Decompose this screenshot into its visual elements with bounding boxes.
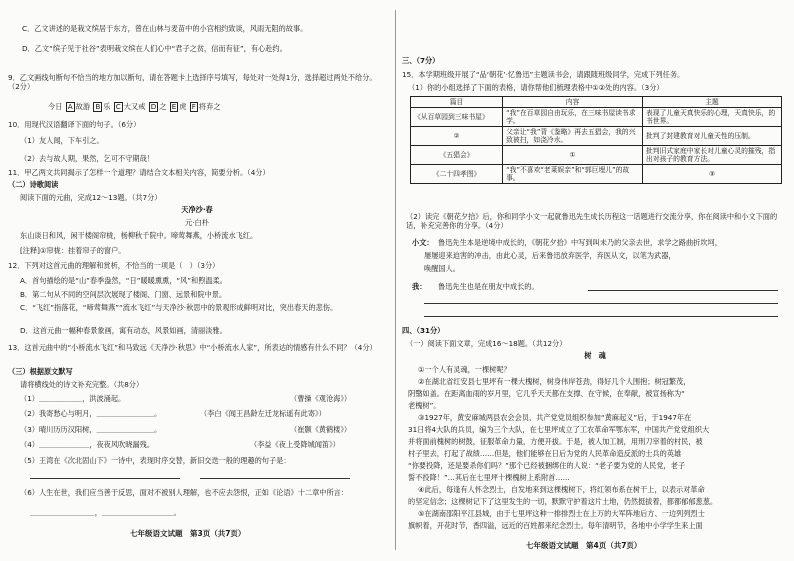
table-cell: “我”不喜欢“老莱娱亲”和“郭巨埋儿”的故事。 — [503, 165, 643, 184]
table-header-cell: 篇目 — [411, 97, 503, 108]
q15-intro: 15．本学期班级开展了“品‘朝花’·忆鲁迅”主题读书会，请跟随班级同学，完成下列任务。 — [402, 70, 685, 79]
table-cell: 表现了儿童天真快乐的心理，天真快乐，的书世界。 — [643, 108, 782, 127]
q12-option-d: D．这首元曲一幅种春景象画，寓有动态，风景如画，清丽淡雅。 — [20, 326, 227, 335]
section-four-sub1: （一）阅读下面文章，完成16～18题。（共12分） — [406, 339, 567, 348]
article-para: 并将面前槐树的树鼓，征服革命力量，方便开拔。于是，被人加工制，用刑刀宰着的村民，被 — [408, 437, 703, 446]
table-cell-blank-3[interactable]: ③ — [643, 165, 782, 184]
article-para: “你要投降，还是要杀你们吗？”那个已经被捆绑住的人说：“老子要为党的人民党，老子 — [408, 461, 686, 470]
recite-2: （2）我寄愁心与明月，＿＿＿＿＿＿＿＿。 — [20, 409, 162, 418]
q12-option-b: B．第二句从不同的空间层次展现了楼阁、门窗、远景和院中景。 — [20, 290, 227, 299]
table-header-row — [411, 97, 782, 108]
page-4-footer: 七年级语文试题 第4页（共7页） — [526, 541, 642, 550]
table-cell: “我”在百草园自由玩乐，在三味书屋读书求学。 — [503, 108, 643, 127]
q9-prompt: 9．乙文画线句断句不恰当的地方加以断句，请在答题卡上选择序号填写，每处对一处得1分，选择超过两处不给分。（2分） — [8, 73, 377, 91]
article-para: ①一个人有灵魂，一棵树呢？ — [418, 365, 511, 374]
table-row — [411, 108, 782, 127]
recite-4: （4）＿＿＿＿＿＿＿，夜夜风吹晓漏残。 — [20, 440, 154, 449]
table-row — [411, 146, 782, 165]
table-cell: 《二十四孝图》 — [411, 165, 503, 184]
me-text: 鲁迅先生也是在朋友中成长的。 — [438, 282, 539, 291]
q12-option-a: A．首句描绘的是“山”春季盎然，“日”暖暖熏熏，“风”和煦温柔。 — [20, 276, 227, 285]
xiaowen-line-3: 唤醒国人。 — [424, 264, 460, 273]
table-cell: 《从百草园到三味书屋》 — [411, 108, 503, 127]
section-recitation: （三）根据原文默写 — [8, 367, 73, 376]
article-para: 村子里去，打起了战绩……但是，他们能够在日后为党的人民革命造反派的士兵的英雄 — [408, 449, 682, 458]
q10-item-2: （2）去与故人期，果然，乞可不守期哉！ — [20, 154, 154, 163]
q12-option-c: C．“飞红”指落花，“啼莺舞燕”“流水飞红”与天净沙·秋思中的景观形成鲜明对比，突出春天的悲伤。 — [20, 303, 338, 312]
table-row — [411, 127, 782, 146]
article-para: ⑤在湖南邵阳平江县城，由于七里坪这种一排排烈士在上万的大军阵地后方、一边列列烈士 — [418, 509, 705, 518]
page-divider — [395, 10, 396, 550]
table-cell-blank-1[interactable]: ① — [503, 146, 643, 165]
article-para: 誓不投降！”…其后在七里坪十棵槐树上系附首…… — [408, 473, 570, 482]
article-para: 老槐树”。 — [408, 401, 441, 410]
q13-prompt: 13．这首元曲中的“小桥流水飞红”和马致远《天净沙·秋思》中“小桥流水人家”，所表达的情感有什么不同？（4分） — [8, 343, 377, 352]
recite-6-blanks: ＿＿＿＿＿＿＿＿＿，＿＿＿＿＿＿＿＿＿＿。 — [30, 508, 181, 517]
table-header-cell: 主题 — [643, 97, 782, 108]
q15-task-2: （2）读完《朝花夕拾》后，你和同学小文一起就鲁迅先生成长历程这一话题进行交流分享，你在阅读中和小文下面的话，补充完善你的分享。（4分） — [406, 212, 778, 230]
poem-title: 天净沙·春 — [181, 205, 213, 214]
q8-option-d: D．乙文“缤子见于社谷”表明栽文缤在人们心中“君子之贫，信而有征”，有心赴约。 — [22, 44, 287, 53]
recite-6: （6）人生在世，我们应当善于反思，面对不被别人理解，也不应去怨恨，正如《论语》十二章中所言： — [20, 488, 349, 497]
poem-author: 元·白朴 — [185, 218, 209, 227]
recite-3-source: （崔颢《黄鹤楼》） — [290, 425, 352, 434]
q9-sentence: 今日 A 故游 B 乐 C 大又戒 D 之 E 虎 F 将弃之 — [48, 102, 221, 111]
table-cell: 《五猖会》 — [411, 146, 503, 165]
recite-5: （5）王湾在《次北固山下》一诗中，表现时序交替，新旧交迭一般的理趣的句子是： — [20, 456, 291, 465]
article-para: 的坚定信念；这棵树记下了这里发生的一切，默默守护着这片土地，仍然挺拔着，都都郁郁葱葱。 — [408, 497, 718, 506]
table-cell-blank-2[interactable]: ② — [411, 127, 503, 146]
recitation-intro: 请将横线处的诗文补充完整。（共8分） — [20, 380, 144, 389]
article-para: 31日将4大队的兵员，编为三个大队，在七里坪成立了工农革命军鄂东军，中国共产党党组织大 — [408, 425, 710, 434]
q10-item-1: （1）友人闻，下车引之。 — [20, 136, 104, 145]
xiaowen-line-1: 鲁迅先生本是逆境中成长的，《朝花夕拾》中写到叫未乃的父亲去世，求学之路曲折坎坷， — [438, 238, 722, 247]
table-cell: 批判旧式家庭中家长对儿童心灵的摧残，指出对孩子的教育方法。 — [643, 146, 782, 165]
article-para: ②在湖北省红安县七里坪有一棵大槐树，树身伟岸苍劲，得好几个人围抱；树冠繁茂， — [418, 377, 691, 386]
section-three: 三、（7分） — [402, 56, 440, 65]
article-para: 旗帜着，开花时节，香四溢，远近的百姓都来纪念烈士。每年清明节，各地中小学学生来上面 — [408, 521, 703, 530]
section-four: 四、（31分） — [402, 326, 445, 335]
page-3 — [0, 0, 394, 561]
me-answer-line-1[interactable] — [588, 290, 778, 291]
page-4 — [398, 0, 792, 561]
table-row — [411, 165, 782, 184]
page-3-footer: 七年级语文试题 第3页（共7页） — [130, 529, 246, 538]
q12-prompt: 12．下列对这首元曲的理解和赏析，不恰当的一项是（ ）（3分） — [8, 261, 220, 270]
me-label: 我： — [412, 282, 427, 291]
recite-4-source: （李益《夜上受降城闻笛》） — [250, 440, 340, 449]
article-title: 树 魂 — [584, 351, 606, 360]
table-header-cell: 内容 — [503, 97, 643, 108]
poem-body: 东山谈日和风，闲干楼阁帘栊，杨柳秋千院中。啼莺舞燕，小桥流水飞红。 — [20, 231, 258, 240]
table-cell: 父亲让“我”背《鉴略》再去五猖会，我的兴致被扫，如浇冷水。 — [503, 127, 643, 146]
q8-option-c: C．乙文讲述的是栽文缤居于东方，曾在山林与麦苗中的小宫相约致谈，风雨无阻的故事。 — [22, 24, 308, 33]
article-para: 阴翳如盖。在距离血雨的岁月里，它几乎天天都在支撑、在守候，在奉献，被宣扬称为“ — [408, 389, 685, 398]
article-para: ④此后，每逢有人怀念烈士，自发地来到这棵槐树下，将红领布系在树干上，以表示对革命 — [418, 485, 705, 494]
q15-task-1: （1）你的小组选择了下面的表格，请你帮他们梳理表格中①②处的内容。（3分） — [408, 83, 664, 92]
section-poetry: （二）诗歌阅读 — [8, 180, 59, 189]
me-answer-line-2[interactable] — [424, 303, 778, 304]
xiaowen-label: 小文： — [412, 238, 434, 247]
me-answer-line-3[interactable] — [424, 316, 778, 317]
q10-prompt: 10．用现代汉语翻译下面的句子。（6分） — [8, 120, 141, 129]
q11-prompt: 11．甲乙两文共同揭示了怎样一个道理？请结合文本相关内容，简要分析。（4分） — [8, 168, 270, 177]
article-para: ③1927年，黄安麻城两县农会会员、共产党党员组织参加“黄麻起义”后，于1947年在 — [418, 413, 692, 422]
poetry-intro: 阅读下面的元曲，完成12～13题。（共7分） — [20, 193, 162, 202]
recite-1-source: （曹操《观沧海》） — [290, 394, 352, 403]
poem-note: [注释]①帘栊：挂着帘子的窗户。 — [20, 246, 126, 255]
recite-2-source: （李白《闻王昌龄左迁龙标遥有此寄》） — [200, 409, 326, 418]
table-cell: 批判了封建教育对儿童天性的压制。 — [643, 127, 782, 146]
recite-5-answer-line-2[interactable] — [200, 478, 350, 479]
recite-5-answer-line-1[interactable] — [30, 478, 180, 479]
reading-table — [410, 96, 782, 184]
recite-3: （3）晴川历历汉阳树，＿＿＿＿＿＿＿＿。 — [20, 425, 162, 434]
recite-1: （1）＿＿＿＿＿＿，洪波涌起。 — [20, 394, 126, 403]
xiaowen-line-2: 屡屡迎来迫害的冲击，由此心灵，后来鲁迅放弃医学，弃医从文，以笔为武器， — [424, 251, 676, 260]
